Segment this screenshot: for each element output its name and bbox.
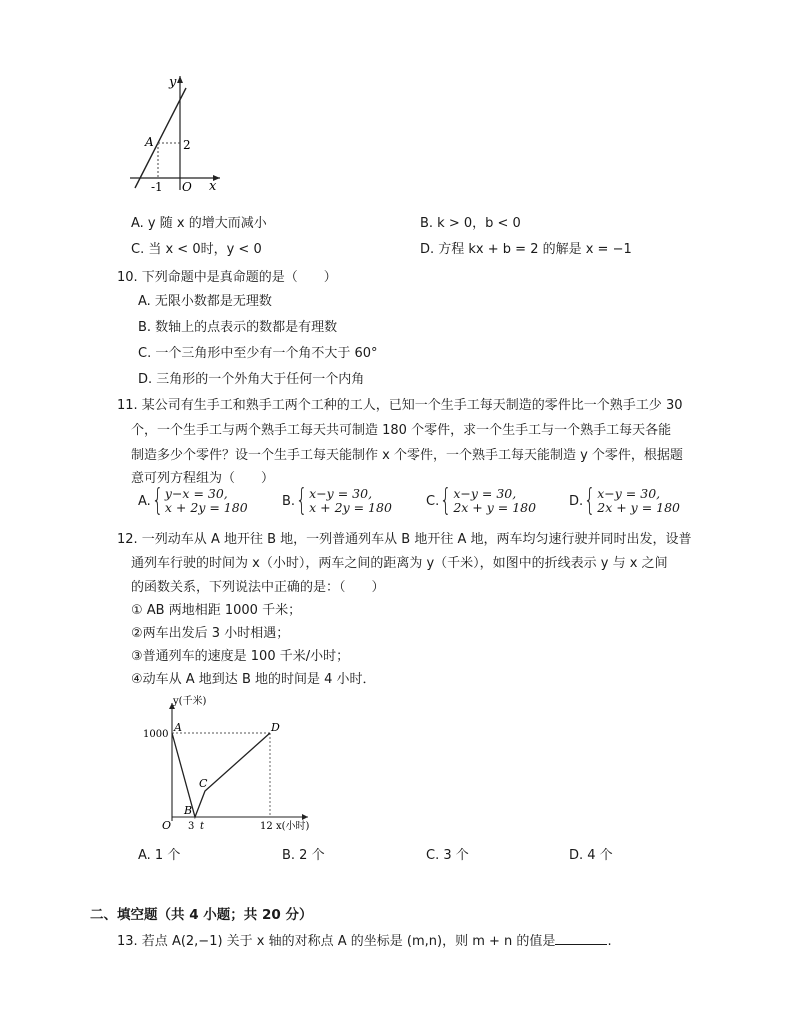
q13-end: . xyxy=(607,934,612,949)
q12-line3: 的函数关系，下列说法中正确的是：（ ） xyxy=(131,580,385,595)
q11-line3: 制造多少个零件？设一个生手工每天能制作 x 个零件，一个熟手工每天能制造 y 个零件，根据题 xyxy=(131,448,683,463)
y-axis-label: y(千米) xyxy=(173,696,207,707)
equation-1: x−y = 30, xyxy=(453,486,517,501)
q12-statement-1: ① AB 两地相距 1000 千米； xyxy=(131,603,302,618)
q12-statement-3: ③普通列车的速度是 100 千米/小时； xyxy=(131,649,350,664)
function-line xyxy=(135,88,186,188)
q11-option-a xyxy=(138,483,248,518)
q10-stem: 10. 下列命题中是真命题的是（ ） xyxy=(117,270,337,285)
q9-option-d: D. 方程 kx + b = 2 的解是 x = −1 xyxy=(420,242,632,257)
brace: { xyxy=(151,483,164,518)
q12-option-a: A. 1 个 xyxy=(138,848,181,863)
q11-option-c xyxy=(426,483,537,518)
q9-option-b: B. k > 0，b < 0 xyxy=(420,216,521,231)
graph1-point-a: A xyxy=(145,135,154,149)
equation-2: x + 2y = 180 xyxy=(164,500,248,515)
q11-line4: 意可列方程组为（ ） xyxy=(131,471,275,486)
q10-option-c: C. 一个三角形中至少有一个角不大于 60° xyxy=(138,346,378,361)
q11-option-d xyxy=(569,483,681,518)
equation-2: 2x + y = 180 xyxy=(597,500,681,515)
graph1-y-tick: 2 xyxy=(183,138,191,152)
x-tick-t: t xyxy=(200,821,205,832)
brace: { xyxy=(583,483,596,518)
option-label: D. xyxy=(569,493,584,509)
equation-1: x−y = 30, xyxy=(309,486,373,501)
option-label: C. xyxy=(426,493,440,509)
origin: O xyxy=(162,819,172,832)
q9-option-a: A. y 随 x 的增大而减小 xyxy=(131,216,267,231)
x-tick-3: 3 xyxy=(188,821,195,832)
linear-function-graph xyxy=(120,70,230,200)
equation-1: y−x = 30, xyxy=(164,486,228,501)
y-axis-arrow xyxy=(177,76,183,83)
q13-text: 13. 若点 A(2,−1) 关于 x 轴的对称点 A 的坐标是 (m,n)，则 m + n 的值是 xyxy=(117,934,556,949)
point-a: A xyxy=(174,721,182,734)
q12-line1: 12. 一列动车从 A 地开往 B 地，一列普通列车从 B 地开往 A 地，两车均匀速行驶并同时出发，设普 xyxy=(117,532,692,547)
q9-option-c: C. 当 x < 0时，y < 0 xyxy=(131,242,262,257)
q12-option-d: D. 4 个 xyxy=(569,848,613,863)
x-axis-label: x(小时) xyxy=(276,821,310,832)
q13 xyxy=(117,930,612,949)
q11-line1: 11. 某公司有生手工和熟手工两个工种的工人，已知一个生手工每天制造的零件比一个熟手工少 30 xyxy=(117,398,683,413)
point-d: D xyxy=(271,721,280,734)
equation-1: x−y = 30, xyxy=(597,486,661,501)
equation-2: x + 2y = 180 xyxy=(309,500,392,515)
equation-2: 2x + y = 180 xyxy=(453,500,537,515)
graph1-origin: O xyxy=(182,180,192,194)
q10-option-d: D. 三角形的一个外角大于任何一个内角 xyxy=(138,372,365,387)
q12-statement-2: ②两车出发后 3 小时相遇； xyxy=(131,626,290,641)
graph1-x-tick: -1 xyxy=(151,180,163,194)
q12-statement-4: ④动车从 A 地到达 B 地的时间是 4 小时． xyxy=(131,672,376,687)
q10-option-b: B. 数轴上的点表示的数都是有理数 xyxy=(138,320,338,335)
q12-option-b: B. 2 个 xyxy=(282,848,325,863)
q10-option-a: A. 无限小数都是无理数 xyxy=(138,294,272,309)
q11-option-b xyxy=(282,483,392,518)
x-axis-arrow xyxy=(302,814,308,820)
x-tick-12: 12 xyxy=(260,821,273,832)
brace: { xyxy=(295,483,308,518)
option-label: B. xyxy=(282,493,296,509)
graph1-x-label: x xyxy=(209,179,217,194)
q12-line2: 通列车行驶的时间为 x（小时），两车之间的距离为 y（千米），如图中的折线表示 y 与 x 之间 xyxy=(131,556,668,571)
distance-time-graph xyxy=(138,693,338,835)
point-c: C xyxy=(199,777,208,790)
brace: { xyxy=(440,483,452,518)
q11-line2: 个，一个生手工与两个熟手工每天共可制造 180 个零件，求一个生手工与一个熟手工每天各能 xyxy=(131,423,672,438)
q12-option-c: C. 3 个 xyxy=(426,848,469,863)
option-label: A. xyxy=(138,493,151,509)
graph1-y-label: y xyxy=(169,75,177,90)
y-tick-1000: 1000 xyxy=(143,729,169,740)
section-heading: 二、填空题（共 4 小题；共 20 分） xyxy=(90,907,313,923)
point-b: B xyxy=(184,804,193,817)
answer-blank[interactable] xyxy=(555,931,607,945)
